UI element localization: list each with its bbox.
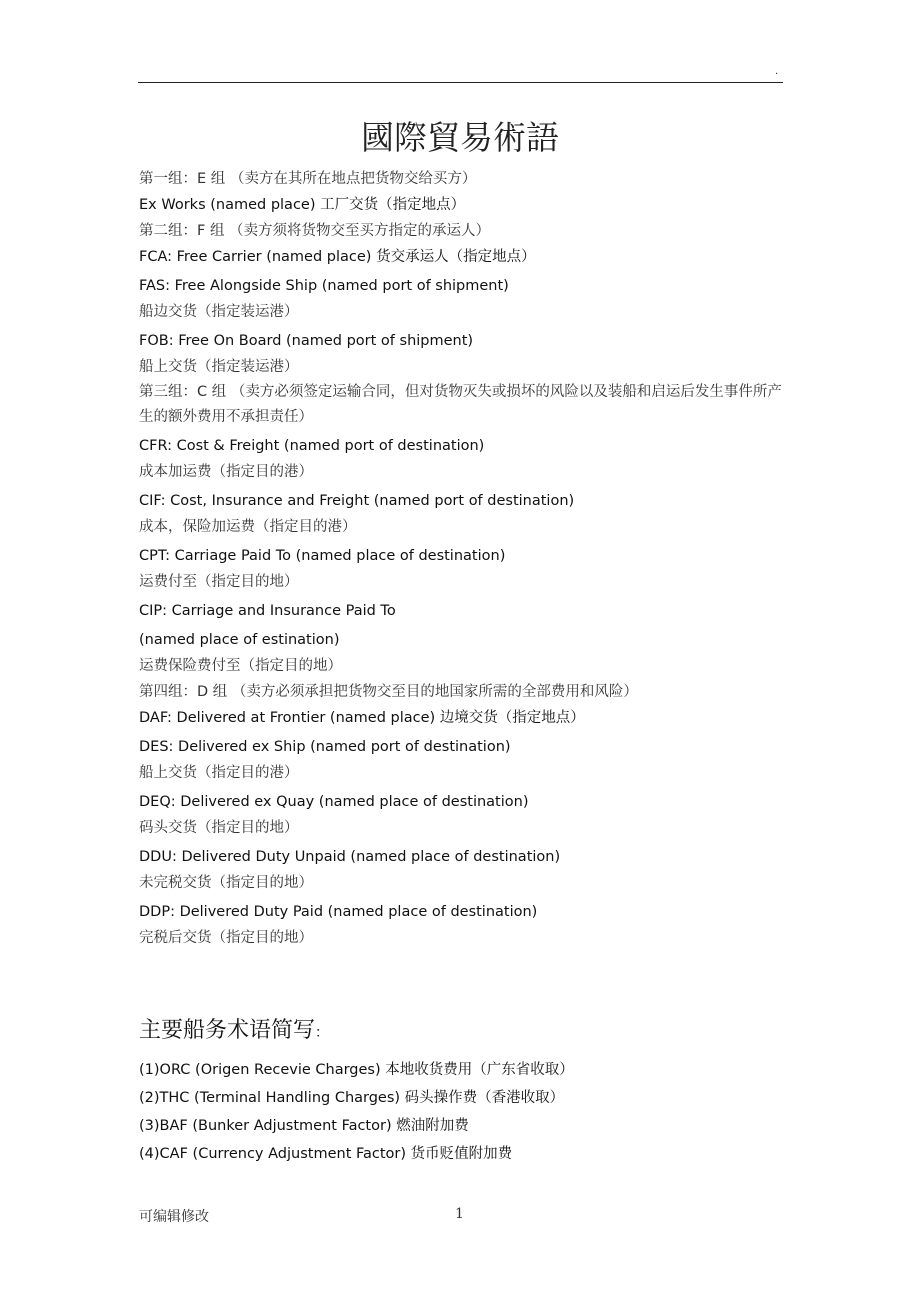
shipping-term-baf: (3)BAF (Bunker Adjustment Factor) 燃油附加费 bbox=[139, 1118, 469, 1134]
term-cpt-cn: 运费付至（指定目的地） bbox=[139, 574, 299, 590]
term-ddu: DDU: Delivered Duty Unpaid (named place of destination) bbox=[139, 849, 561, 865]
shipping-term-thc: (2)THC (Terminal Handling Charges) 码头操作费（香港收取） bbox=[139, 1090, 565, 1106]
term-ddp-cn: 完税后交货（指定目的地） bbox=[139, 930, 313, 946]
term-cip: CIP: Carriage and Insurance Paid To bbox=[139, 603, 396, 619]
header-rule bbox=[138, 82, 783, 83]
shipping-terms-list bbox=[139, 1056, 789, 1168]
footer-editable-note: 可编辑修改 bbox=[139, 1209, 209, 1225]
term-cfr-cn: 成本加运费（指定目的港） bbox=[139, 464, 313, 480]
page-title: 國際貿易術語 bbox=[361, 118, 559, 157]
shipping-terms-colon: ： bbox=[315, 1025, 330, 1041]
shipping-term-caf: (4)CAF (Currency Adjustment Factor) 货币贬值附加费 bbox=[139, 1146, 513, 1162]
term-daf: DAF: Delivered at Frontier (named place) 边境交货（指定地点） bbox=[139, 710, 585, 726]
shipping-term-orc: (1)ORC (Origen Recevie Charges) 本地收货费用（广东省收取） bbox=[139, 1062, 574, 1078]
term-deq-cn: 码头交货（指定目的地） bbox=[139, 820, 299, 836]
group-f-heading: 第二组：F 组 （卖方须将货物交至买方指定的承运人） bbox=[139, 223, 491, 239]
term-fob: FOB: Free On Board (named port of shipment) bbox=[139, 333, 474, 349]
shipping-terms-title: 主要船务术语简写 bbox=[139, 1018, 316, 1043]
term-cfr: CFR: Cost & Freight (named port of destination) bbox=[139, 438, 485, 454]
term-des: DES: Delivered ex Ship (named port of destination) bbox=[139, 739, 511, 755]
term-fca: FCA: Free Carrier (named place) 货交承运人（指定地点） bbox=[139, 249, 536, 265]
term-cip-cn: 运费保险费付至（指定目的地） bbox=[139, 658, 342, 674]
incoterms-body bbox=[139, 166, 789, 951]
term-ddu-cn: 未完税交货（指定目的地） bbox=[139, 875, 313, 891]
shipping-terms-heading bbox=[139, 1013, 329, 1044]
group-d-heading: 第四组：D 组 （卖方必须承担把货物交至目的地国家所需的全部费用和风险） bbox=[139, 684, 638, 700]
term-cif: CIF: Cost, Insurance and Freight (named port of destination) bbox=[139, 493, 575, 509]
term-fas: FAS: Free Alongside Ship (named port of shipment) bbox=[139, 278, 509, 294]
term-fob-cn: 船上交货（指定装运港） bbox=[139, 359, 299, 375]
group-e-heading: 第一组：E 组 （卖方在其所在地点把货物交给买方） bbox=[139, 171, 477, 187]
term-fas-cn: 船边交货（指定装运港） bbox=[139, 304, 299, 320]
term-cip-place: (named place of estination) bbox=[139, 632, 340, 648]
group-c-heading: 第三组：C 组 （卖方必须签定运输合同，但对货物灭失或损坏的风险以及装船和启运后发生事件所产生的额外费用不承担责任） bbox=[139, 384, 782, 425]
term-deq: DEQ: Delivered ex Quay (named place of destination) bbox=[139, 794, 529, 810]
term-des-cn: 船上交货（指定目的港） bbox=[139, 765, 299, 781]
term-ddp: DDP: Delivered Duty Paid (named place of destination) bbox=[139, 904, 538, 920]
term-cpt: CPT: Carriage Paid To (named place of destination) bbox=[139, 548, 506, 564]
header-dot: . bbox=[775, 66, 779, 77]
term-cif-cn: 成本，保险加运费（指定目的港） bbox=[139, 519, 357, 535]
term-exw: Ex Works (named place) 工厂交货（指定地点） bbox=[139, 197, 466, 213]
page-number: 1 bbox=[455, 1206, 464, 1222]
